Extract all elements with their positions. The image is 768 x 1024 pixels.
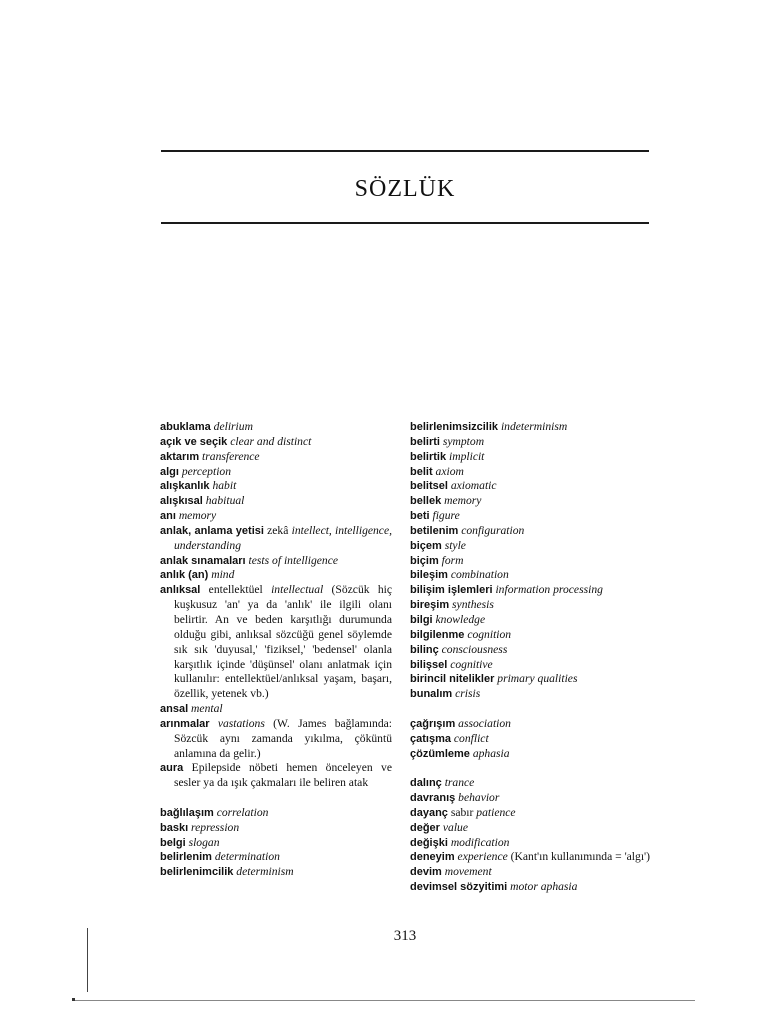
glossary-entry xyxy=(160,583,392,702)
glossary-entry xyxy=(410,806,650,821)
glossary-translation: axiomatic xyxy=(450,479,497,493)
glossary-term: biçem xyxy=(410,539,442,552)
glossary-translation: combination xyxy=(450,568,509,582)
glossary-translation: intellect, intelligence, understanding xyxy=(174,523,393,552)
glossary-term: devim xyxy=(410,866,442,879)
glossary-term: alışkısal xyxy=(160,495,203,508)
glossary-term: bağlılaşım xyxy=(160,806,214,819)
glossary-term: beti xyxy=(410,510,430,523)
entry-gap xyxy=(410,702,650,717)
glossary-entry xyxy=(160,702,392,717)
glossary-translation: determination xyxy=(214,850,280,864)
entry-gap xyxy=(160,791,392,806)
entry-gap xyxy=(410,761,650,776)
glossary-entry xyxy=(410,717,650,732)
glossary-term: çözümleme xyxy=(410,747,470,760)
glossary-translation: perception xyxy=(181,464,232,478)
glossary-translation: memory xyxy=(178,509,217,523)
glossary-entry xyxy=(160,821,392,836)
glossary-entry xyxy=(410,598,650,613)
glossary-entry xyxy=(160,554,392,569)
glossary-entry xyxy=(410,732,650,747)
glossary-entry xyxy=(160,836,392,851)
glossary-translation: vastations xyxy=(217,716,265,730)
glossary-translation: patience xyxy=(476,805,516,819)
glossary-translation: correlation xyxy=(216,805,269,819)
glossary-translation: clear and distinct xyxy=(230,434,312,448)
glossary-term: aura xyxy=(160,762,184,775)
title-rule-bottom xyxy=(161,222,649,224)
glossary-term: dayanç xyxy=(410,806,448,819)
glossary-translation: repression xyxy=(191,820,240,834)
glossary-term: bilişsel xyxy=(410,658,448,671)
glossary-translation: habit xyxy=(212,479,237,493)
glossary-term: arınmalar xyxy=(160,717,210,730)
glossary-column-right xyxy=(410,420,650,895)
glossary-translation: mind xyxy=(211,568,235,582)
glossary-entry xyxy=(160,435,392,450)
glossary-translation: value xyxy=(442,820,468,834)
glossary-entry xyxy=(410,791,650,806)
glossary-translation: configuration xyxy=(461,523,525,537)
glossary-entry xyxy=(410,450,650,465)
glossary-term: belirtik xyxy=(410,450,447,463)
glossary-translation: cognition xyxy=(467,627,512,641)
glossary-entry xyxy=(410,509,650,524)
glossary-translation: form xyxy=(441,553,464,567)
glossary-term: belirti xyxy=(410,435,440,448)
glossary-translation: indeterminism xyxy=(500,420,568,433)
glossary-translation: mental xyxy=(191,702,223,716)
glossary-translation: synthesis xyxy=(452,598,494,612)
glossary-entry xyxy=(160,479,392,494)
glossary-translation: memory xyxy=(444,494,482,508)
glossary-entry xyxy=(410,568,650,583)
glossary-entry xyxy=(410,821,650,836)
glossary-term: açık ve seçik xyxy=(160,435,228,448)
glossary-term: değişki xyxy=(410,836,448,849)
glossary-translation: information processing xyxy=(495,583,603,597)
glossary-term: belirlenimsizcilik xyxy=(410,421,499,433)
glossary-entry xyxy=(410,420,650,435)
glossary-term: deneyim xyxy=(410,851,455,864)
glossary-entry xyxy=(160,806,392,821)
glossary-translation: delirium xyxy=(213,420,253,433)
glossary-translation: motor aphasia xyxy=(510,880,578,894)
glossary-translation: cognitive xyxy=(450,657,493,671)
glossary-entry xyxy=(410,836,650,851)
glossary-term: betilenim xyxy=(410,524,459,537)
glossary-entry xyxy=(410,776,650,791)
glossary-translation: conflict xyxy=(453,731,489,745)
glossary-entry xyxy=(160,509,392,524)
glossary-term: davranış xyxy=(410,792,456,805)
glossary-translation: figure xyxy=(432,509,460,523)
glossary-term: bireşim xyxy=(410,599,450,612)
glossary-term: bunalım xyxy=(410,688,453,701)
glossary-term: bellek xyxy=(410,495,442,508)
glossary-entry xyxy=(410,583,650,598)
glossary-translation: intellectual xyxy=(271,583,324,597)
glossary-term: belirlenim xyxy=(160,851,212,864)
glossary-entry xyxy=(160,420,392,435)
glossary-term: bilgilenme xyxy=(410,628,465,641)
glossary-entry xyxy=(410,880,650,895)
glossary-term: belit xyxy=(410,465,433,478)
glossary-translation: movement xyxy=(444,865,492,879)
glossary-entry xyxy=(160,865,392,880)
glossary-column-left xyxy=(160,420,392,880)
glossary-translation: style xyxy=(444,538,466,552)
scan-mark xyxy=(72,998,75,1001)
scan-bottom-line xyxy=(73,1000,695,1001)
glossary-term: değer xyxy=(410,821,440,834)
scan-margin-line xyxy=(87,928,88,992)
glossary-term: belirlenimcilik xyxy=(160,866,234,879)
glossary-term: devimsel sözyitimi xyxy=(410,881,508,894)
glossary-entry xyxy=(410,435,650,450)
glossary-translation: tests of intelligence xyxy=(248,553,339,567)
glossary-entry xyxy=(160,568,392,583)
glossary-translation: association xyxy=(458,716,511,730)
glossary-entry xyxy=(410,865,650,880)
glossary-translation: primary qualities xyxy=(497,672,578,686)
glossary-term: anı xyxy=(160,510,176,523)
glossary-term: baskı xyxy=(160,821,189,834)
page-title: SÖZLÜK xyxy=(354,176,456,202)
glossary-translation: trance xyxy=(444,776,475,790)
glossary-turkish-synonym: zekâ xyxy=(267,523,289,537)
glossary-translation: aphasia xyxy=(472,746,510,760)
glossary-term: bilgi xyxy=(410,613,433,626)
glossary-translation: implicit xyxy=(448,449,485,463)
glossary-entry xyxy=(410,479,650,494)
glossary-entry xyxy=(410,643,650,658)
glossary-entry xyxy=(410,613,650,628)
glossary-entry xyxy=(410,672,650,687)
glossary-term: bilinç xyxy=(410,643,439,656)
glossary-entry xyxy=(160,761,392,791)
glossary-entry xyxy=(410,539,650,554)
glossary-entry xyxy=(160,717,392,762)
glossary-term: anlıksal xyxy=(160,584,201,597)
glossary-entry xyxy=(410,687,650,702)
glossary-note: (W. James bağlamında: Sözcük aynı zamanda yıkılma, çöküntü anlamına da gelir.) xyxy=(174,716,393,760)
glossary-translation: behavior xyxy=(458,791,500,805)
glossary-note: (Kant'ın kullanımında = 'algı') xyxy=(510,850,650,864)
glossary-translation: determinism xyxy=(236,865,294,879)
glossary-term: aktarım xyxy=(160,450,200,463)
glossary-turkish-synonym: sabır xyxy=(450,805,474,819)
glossary-note: (Sözcük hiç kuşkusuz 'an' ya da 'anlık' ile ilgili olanı belirtir. An ve beden karşıtlığı durumunda olduğu gibi, anlıksal sözcüğü genel söylemde sık sık 'duyusal,' 'fiziksel,' 'bedensel' olanla karşıtlık içinde 'düşünsel' olanı anlatmak için kullanılır: entellektüel/anlıksal yaşam, başarı, özellik, yetenek vb.) xyxy=(174,583,393,701)
glossary-term: ansal xyxy=(160,703,189,716)
glossary-translation: consciousness xyxy=(441,642,508,656)
glossary-entry xyxy=(160,494,392,509)
glossary-entry xyxy=(410,628,650,643)
glossary-entry xyxy=(410,465,650,480)
glossary-entry xyxy=(410,494,650,509)
glossary-translation: experience xyxy=(457,850,508,864)
glossary-entry xyxy=(160,450,392,465)
glossary-term: anlak sınamaları xyxy=(160,554,246,567)
glossary-entry xyxy=(160,524,392,554)
glossary-term: bilişim işlemleri xyxy=(410,584,493,597)
page-number: 313 xyxy=(393,928,417,944)
glossary-translation: habitual xyxy=(205,494,245,508)
glossary-translation: symptom xyxy=(442,434,485,448)
glossary-translation: modification xyxy=(450,835,510,849)
glossary-entry xyxy=(410,747,650,762)
glossary-term: dalınç xyxy=(410,777,442,790)
glossary-term: alışkanlık xyxy=(160,480,210,493)
glossary-entry xyxy=(160,850,392,865)
glossary-term: belitsel xyxy=(410,480,448,493)
glossary-entry xyxy=(410,850,650,865)
title-rule-top xyxy=(161,150,649,152)
glossary-term: anlık (an) xyxy=(160,569,209,582)
glossary-entry xyxy=(410,658,650,673)
glossary-translation: transference xyxy=(202,449,260,463)
glossary-translation: knowledge xyxy=(435,612,486,626)
glossary-term: anlak, anlama yetisi xyxy=(160,524,264,537)
glossary-entry xyxy=(410,524,650,539)
glossary-translation: crisis xyxy=(455,687,481,701)
glossary-term: algı xyxy=(160,465,179,478)
glossary-term: abuklama xyxy=(160,421,211,433)
glossary-turkish-synonym: entellektüel xyxy=(208,583,263,597)
glossary-term: çatışma xyxy=(410,732,451,745)
glossary-term: belgi xyxy=(160,836,186,849)
glossary-term: çağrışım xyxy=(410,717,456,730)
glossary-term: biçim xyxy=(410,554,439,567)
glossary-entry xyxy=(160,465,392,480)
glossary-term: birincil nitelikler xyxy=(410,673,495,686)
glossary-term: bileşim xyxy=(410,569,448,582)
glossary-translation: axiom xyxy=(435,464,464,478)
glossary-note: Epilepside nöbeti hemen önceleyen ve sesler ya da ışık çakmaları ile beliren atak xyxy=(174,761,392,790)
glossary-entry xyxy=(410,554,650,569)
glossary-translation: slogan xyxy=(188,835,220,849)
